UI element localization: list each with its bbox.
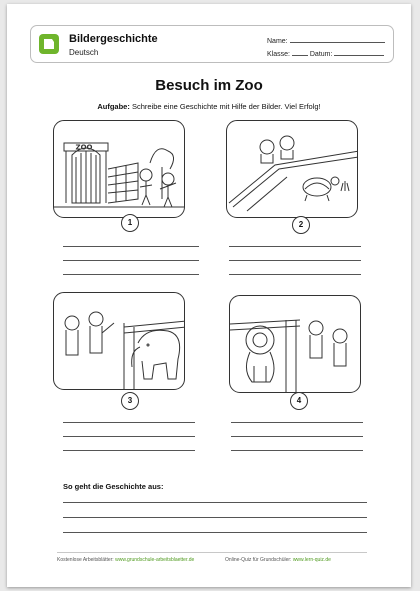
class-date-field[interactable] bbox=[267, 48, 384, 58]
elephant-enclosure-drawing bbox=[54, 293, 185, 390]
class-line bbox=[292, 48, 308, 56]
writing-line bbox=[231, 436, 363, 437]
writing-line bbox=[63, 274, 199, 275]
writing-line bbox=[229, 260, 361, 261]
picture-panel-4 bbox=[229, 295, 361, 393]
footer-left-text: Kostenlose Arbeitsblätter: bbox=[57, 557, 114, 563]
worksheet-header bbox=[30, 25, 394, 63]
name-line bbox=[290, 35, 385, 43]
date-line bbox=[334, 48, 384, 56]
zoo-entrance-drawing bbox=[54, 121, 185, 218]
writing-line bbox=[63, 502, 367, 503]
writing-line bbox=[231, 422, 363, 423]
zoo-sign-text: ZOO bbox=[75, 143, 93, 152]
writing-line bbox=[63, 436, 195, 437]
header-subject: Deutsch bbox=[69, 48, 99, 57]
footer-right-text: Online-Quiz für Grundschüler: bbox=[225, 557, 292, 563]
tortoise-enclosure-drawing bbox=[227, 121, 358, 218]
picture-panel-2 bbox=[226, 120, 358, 218]
footer-right bbox=[225, 557, 331, 563]
writing-line bbox=[229, 274, 361, 275]
writing-line bbox=[63, 246, 199, 247]
panel-number-3: 3 bbox=[121, 392, 139, 410]
task-instruction bbox=[7, 102, 411, 111]
panel-number-4: 4 bbox=[290, 392, 308, 410]
footer-right-link[interactable]: www.lern-quiz.de bbox=[292, 557, 331, 563]
task-label: Aufgabe: bbox=[97, 102, 130, 111]
name-label: Name: bbox=[267, 38, 288, 45]
picture-panel-3 bbox=[53, 292, 185, 390]
writing-line bbox=[63, 532, 367, 533]
worksheet-page bbox=[7, 4, 411, 587]
ending-section-label: So geht die Geschichte aus: bbox=[63, 482, 164, 491]
footer-left-link[interactable]: www.grundschule-arbeitsblaetter.de bbox=[115, 557, 195, 563]
header-title: Bildergeschichte bbox=[69, 33, 158, 45]
footer-divider bbox=[57, 552, 367, 553]
task-text: Schreibe eine Geschichte mit Hilfe der Bilder. Viel Erfolg! bbox=[131, 102, 321, 111]
lion-enclosure-drawing bbox=[230, 296, 361, 393]
page-title: Besuch im Zoo bbox=[155, 77, 263, 94]
panel-number-2: 2 bbox=[292, 216, 310, 234]
writing-line bbox=[229, 246, 361, 247]
footer-left bbox=[57, 557, 194, 563]
picture-panel-1 bbox=[53, 120, 185, 218]
writing-line bbox=[63, 422, 195, 423]
panel-number-1: 1 bbox=[121, 214, 139, 232]
writing-line bbox=[63, 450, 195, 451]
class-label: Klasse: bbox=[267, 51, 290, 58]
writing-line bbox=[231, 450, 363, 451]
date-label: Datum: bbox=[309, 51, 333, 58]
writing-line bbox=[63, 517, 367, 518]
name-field[interactable] bbox=[267, 35, 385, 45]
logo-icon bbox=[39, 34, 59, 54]
writing-line bbox=[63, 260, 199, 261]
